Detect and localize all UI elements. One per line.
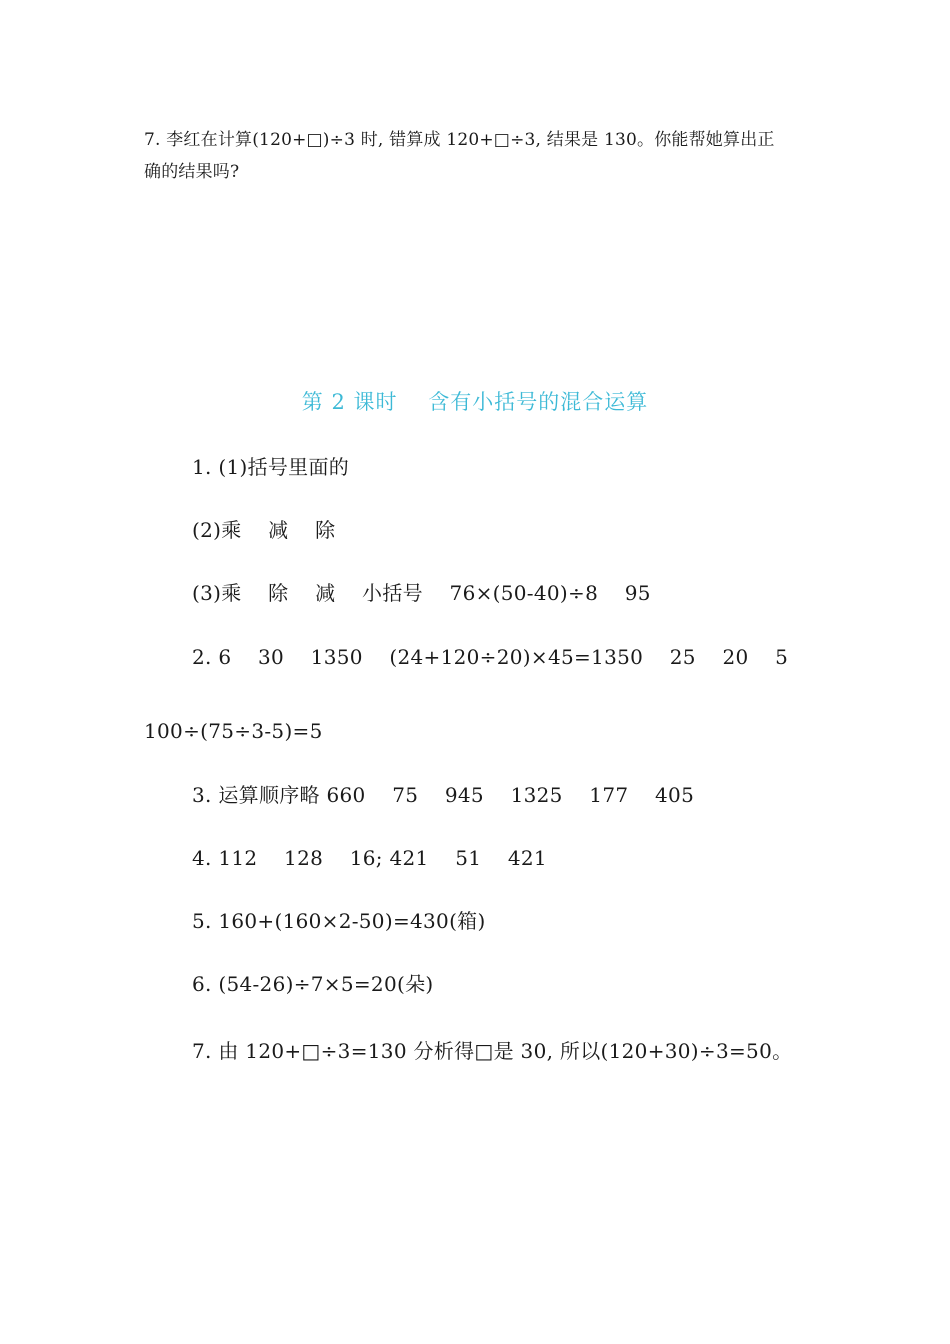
answer-7: 7. 由 120+□÷3=130 分析得□是 30, 所以(120+30)÷3=50。 [192, 1039, 793, 1063]
question-7-line-1: 7. 李红在计算(120+□)÷3 时, 错算成 120+□÷3, 结果是 130。你能帮她算出正 [144, 130, 775, 150]
section-title: 第 2 课时 含有小括号的混合运算 [301, 390, 649, 414]
answer-2-line-1: 2. 6 30 1350 (24+120÷20)×45=1350 25 20 5 [192, 645, 789, 669]
answer-3: 3. 运算顺序略 660 75 945 1325 177 405 [192, 783, 695, 807]
question-7-line-2: 确的结果吗? [144, 162, 240, 182]
answer-4: 4. 112 128 16; 421 51 421 [192, 846, 547, 870]
answer-5: 5. 160+(160×2-50)=430(箱) [192, 909, 486, 933]
answer-1-part-1: 1. (1)括号里面的 [192, 455, 350, 479]
answer-1-part-3: (3)乘 除 减 小括号 76×(50-40)÷8 95 [192, 581, 651, 605]
question-7 [144, 124, 814, 188]
answer-1-part-2: (2)乘 减 除 [192, 518, 336, 542]
answer-2-line-2: 100÷(75÷3-5)=5 [144, 719, 323, 743]
answer-6: 6. (54-26)÷7×5=20(朵) [192, 972, 434, 996]
